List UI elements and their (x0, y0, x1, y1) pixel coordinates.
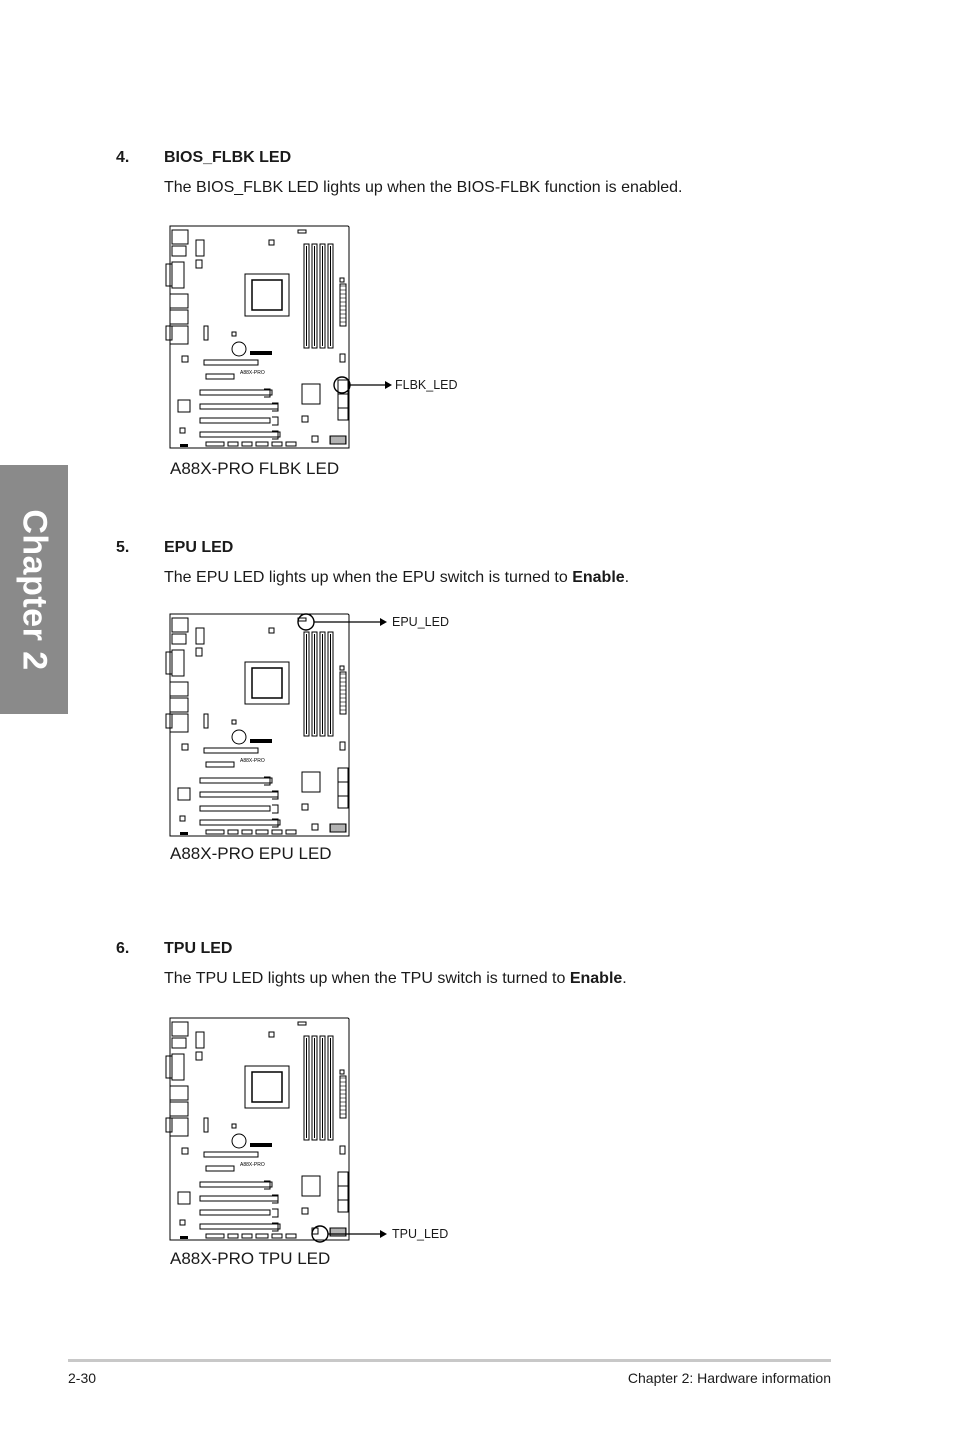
bottom-header-2 (242, 1234, 252, 1238)
footer-rule (68, 1359, 831, 1362)
pcie-slot-3 (200, 404, 278, 409)
io-port-4 (170, 294, 188, 308)
fan-header (196, 240, 204, 256)
cmos-battery (232, 1134, 246, 1148)
dimm-slot-center-1 (314, 634, 315, 734)
bottom-header-1 (228, 830, 238, 834)
pcie-slot-2 (200, 390, 272, 395)
small-part-right (340, 1146, 345, 1154)
cmos-battery (232, 730, 246, 744)
diagram-caption-epu: A88X-PRO EPU LED (170, 844, 332, 863)
section-6-number: 6. (116, 940, 130, 957)
asus-logo-mark (250, 351, 272, 355)
pcie-slot-3 (200, 792, 278, 797)
section-4-number: 4. (116, 149, 130, 166)
cap-1 (269, 1032, 274, 1037)
cap-5 (180, 1220, 185, 1225)
section-4-description-text: The BIOS_FLBK LED lights up when the BIOS-FLBK function is enabled. (164, 179, 683, 196)
cap-4 (182, 356, 188, 362)
io-port-1 (172, 1038, 186, 1048)
dimm-slot-center-2 (322, 634, 323, 734)
led-pad (312, 436, 318, 442)
pcie-slot-3 (200, 1196, 278, 1201)
io-port-5 (170, 698, 188, 712)
cap-4 (182, 1148, 188, 1154)
pcie-slot-4 (200, 418, 270, 423)
bottom-header-5 (286, 1234, 296, 1238)
section-5-number: 5. (116, 539, 130, 556)
pcie-slot-0 (204, 360, 258, 365)
pcie-latch-2 (272, 1209, 278, 1217)
dimm-slot-center-0 (306, 1038, 307, 1138)
diagram-caption-tpu: A88X-PRO TPU LED (170, 1249, 331, 1268)
bottom-header-1 (228, 442, 238, 446)
io-port-4 (170, 1086, 188, 1100)
jumper-1 (204, 714, 208, 728)
cap-5 (180, 816, 185, 821)
section-6-description-bold: Enable (569, 970, 623, 987)
dimm-slot-center-0 (306, 246, 307, 346)
cap-3 (232, 332, 236, 336)
dimm-slot-center-1 (314, 246, 315, 346)
asus-logo-mark (250, 739, 272, 743)
speaker-pad (180, 832, 188, 835)
io-port-0 (172, 1022, 188, 1036)
pcie-bridge (178, 788, 190, 800)
bottom-header-0 (206, 442, 224, 446)
cap-1 (269, 240, 274, 245)
io-port-2 (172, 650, 184, 676)
sata-connectors (338, 768, 348, 808)
pcie-latch-2 (272, 805, 278, 813)
io-port-3 (166, 1056, 172, 1078)
io-port-2 (172, 262, 184, 288)
cap-2 (340, 1070, 344, 1074)
page-number: 2-30 (68, 1370, 97, 1386)
small-ic (302, 416, 308, 422)
io-port-5 (170, 310, 188, 324)
chipset (302, 1176, 320, 1196)
pcie-slot-4 (200, 1210, 270, 1215)
section-5-description-bold: Enable (572, 569, 625, 586)
board-model-label: A88X-PRO (240, 1162, 265, 1168)
tpu-led-label: TPU_LED (392, 1227, 449, 1241)
jumper-1 (204, 1118, 208, 1132)
jumper-1 (204, 326, 208, 340)
io-port-1 (172, 246, 186, 256)
pcie-slot-5 (200, 1224, 280, 1229)
pcie-bridge (178, 1192, 190, 1204)
pcie-latch-2 (272, 417, 278, 425)
cap-5 (180, 428, 185, 433)
bottom-header-0 (206, 830, 224, 834)
cap-2 (340, 278, 344, 282)
io-port-2 (172, 1054, 184, 1080)
io-port-3 (166, 652, 172, 674)
atx-power (340, 1076, 346, 1118)
flbk-led-callout (333, 372, 393, 398)
dimm-slot-center-2 (322, 1038, 323, 1138)
section-5-title: EPU LED (164, 539, 234, 556)
io-port-4 (170, 682, 188, 696)
bottom-header-1 (228, 1234, 238, 1238)
dimm-slot-center-2 (322, 246, 323, 346)
pcie-slot-0 (204, 1152, 258, 1157)
bottom-header-4 (272, 442, 282, 446)
cpu-socket-inner (252, 668, 282, 698)
small-ic (302, 1208, 308, 1214)
pcie-slot-1 (206, 1166, 234, 1171)
board-model-label: A88X-PRO (240, 370, 265, 376)
section-4-description (164, 179, 683, 197)
led-pad (312, 824, 318, 830)
diagram-caption-flbk: A88X-PRO FLBK LED (170, 459, 340, 478)
dimm-slot-center-3 (330, 1038, 331, 1138)
io-port-7 (166, 1118, 172, 1132)
section-6-title: TPU LED (164, 940, 233, 957)
bottom-header-3 (256, 1234, 268, 1238)
cpu-socket-inner (252, 280, 282, 310)
cap-1 (269, 628, 274, 633)
bottom-header-2 (242, 442, 252, 446)
flbk-led-label: FLBK_LED (395, 378, 458, 392)
section-6-description (164, 970, 627, 988)
section-6-description-end: . (622, 970, 627, 987)
cap-3 (232, 1124, 236, 1128)
dimm-slot-center-0 (306, 634, 307, 734)
small-ic (302, 804, 308, 810)
chapter-tab-label: Chapter 2 (15, 508, 54, 671)
pcie-slot-5 (200, 432, 280, 437)
section-5-description (164, 569, 629, 587)
top-led-pad (298, 1022, 306, 1025)
bottom-header-3 (256, 442, 268, 446)
chipset (302, 772, 320, 792)
motherboard-diagram-flbk (162, 222, 362, 463)
pcie-slot-2 (200, 1182, 272, 1187)
io-port-7 (166, 714, 172, 728)
speaker-pad (180, 444, 188, 447)
small-header (196, 260, 202, 268)
section-5-description-end: . (624, 569, 630, 586)
io-port-7 (166, 326, 172, 340)
pcie-slot-1 (206, 374, 234, 379)
top-led-pad (298, 230, 306, 233)
chapter-tab (0, 465, 68, 714)
bottom-header-0 (206, 1234, 224, 1238)
small-part-right (340, 354, 345, 362)
pcie-slot-0 (204, 748, 258, 753)
small-header (196, 648, 202, 656)
io-port-0 (172, 618, 188, 632)
pcie-slot-2 (200, 778, 272, 783)
pcie-slot-1 (206, 762, 234, 767)
small-part-right (340, 742, 345, 750)
io-port-3 (166, 264, 172, 286)
bottom-header-5 (286, 442, 296, 446)
tpu-led-callout (310, 1221, 388, 1247)
dimm-slot-center-3 (330, 246, 331, 346)
epu-led-callout (296, 609, 388, 635)
io-port-6 (170, 1118, 188, 1136)
dimm-slot-center-1 (314, 1038, 315, 1138)
dimm-slot-center-3 (330, 634, 331, 734)
motherboard-diagram-tpu (162, 1014, 362, 1255)
cpu-socket-inner (252, 1072, 282, 1102)
cmos-battery (232, 342, 246, 356)
cap-3 (232, 720, 236, 724)
bottom-header-2 (242, 830, 252, 834)
cap-2 (340, 666, 344, 670)
footer-chapter-title: Chapter 2: Hardware information (627, 1370, 831, 1386)
cap-4 (182, 744, 188, 750)
motherboard-diagram-epu (162, 610, 362, 851)
fan-header (196, 1032, 204, 1048)
pcie-slot-5 (200, 820, 280, 825)
sata-connectors (338, 1172, 348, 1212)
io-port-0 (172, 230, 188, 244)
io-port-1 (172, 634, 186, 644)
io-port-6 (170, 714, 188, 732)
front-panel-header (330, 824, 346, 832)
section-4-title: BIOS_FLBK LED (164, 149, 292, 166)
board-model-label: A88X-PRO (240, 758, 265, 764)
bottom-header-3 (256, 830, 268, 834)
bottom-header-5 (286, 830, 296, 834)
section-5-description-text: The EPU LED lights up when the EPU switch is turned to (164, 569, 573, 586)
bottom-header-4 (272, 830, 282, 834)
io-port-6 (170, 326, 188, 344)
chipset (302, 384, 320, 404)
asus-logo-mark (250, 1143, 272, 1147)
front-panel-header (330, 436, 346, 444)
io-port-5 (170, 1102, 188, 1116)
bottom-header-4 (272, 1234, 282, 1238)
fan-header (196, 628, 204, 644)
epu-led-label: EPU_LED (392, 615, 449, 629)
section-6-description-text: The TPU LED lights up when the TPU switch is turned to (164, 970, 570, 987)
pcie-bridge (178, 400, 190, 412)
speaker-pad (180, 1236, 188, 1239)
small-header (196, 1052, 202, 1060)
pcie-slot-4 (200, 806, 270, 811)
